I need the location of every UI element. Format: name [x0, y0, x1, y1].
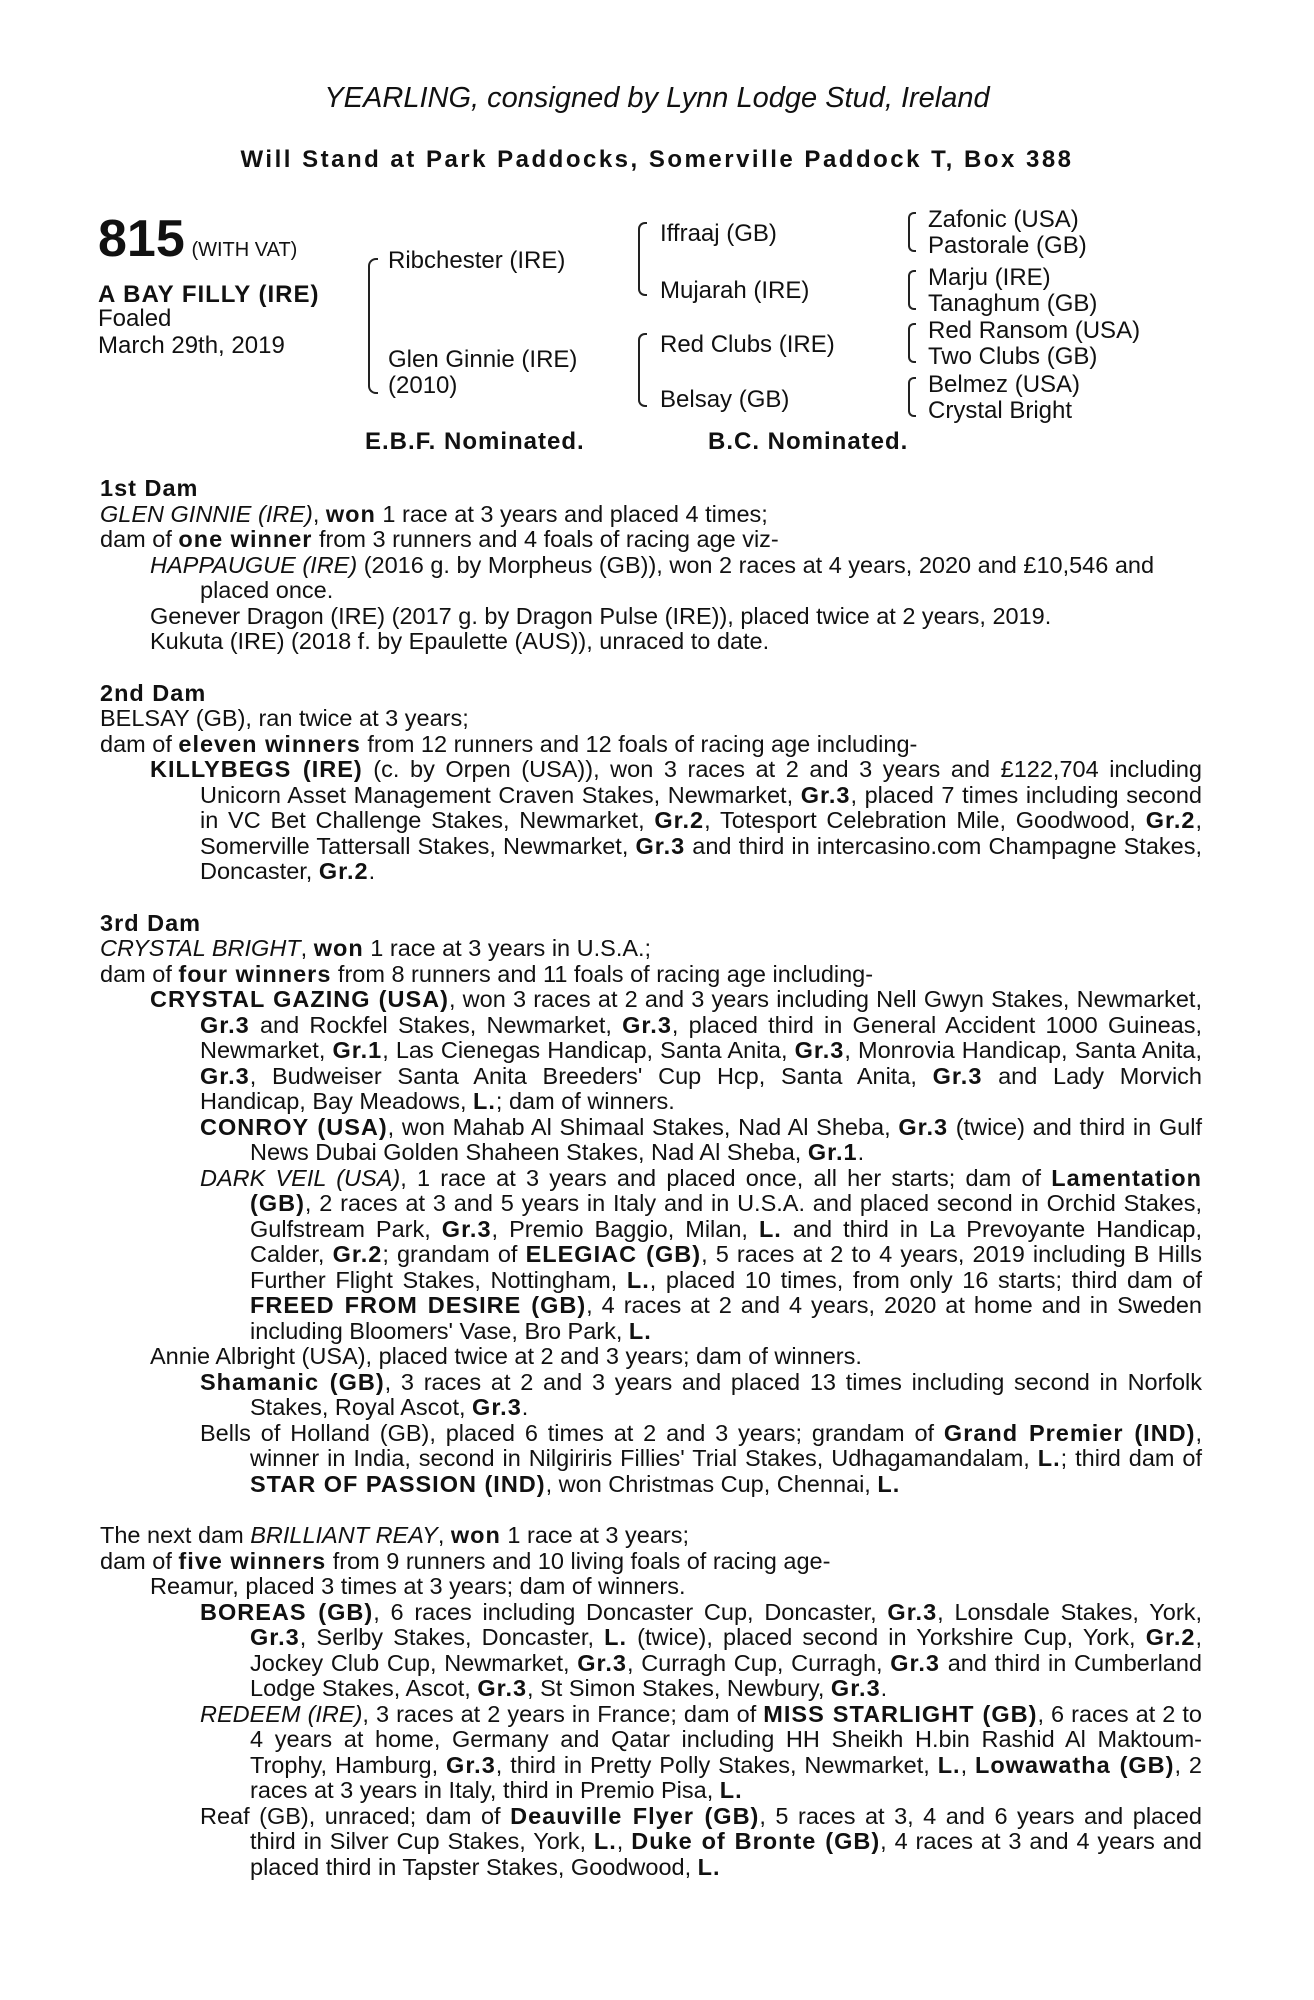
produce-kukuta: Kukuta (IRE) (2018 f. by Epaulette (AUS)), unraced to date. [150, 628, 770, 654]
gg-4: Tanaghum (GB) [928, 290, 1098, 317]
produce-annie-albright: Annie Albright (USA), placed twice at 2 and 3 years; dam of winners. [150, 1343, 862, 1369]
lot-number: 815 [98, 210, 185, 268]
produce-genever-dragon: Genever Dragon (IRE) (2017 g. by Dragon Pulse (IRE)), placed twice at 2 years, 2019. [150, 602, 1052, 629]
vat-note: (WITH VAT) [191, 239, 298, 261]
produce-conroy: CONROY (USA), won Mahab Al Shimaal Stakes, Nad Al Sheba, Gr.3 (twice) and third in Gulf News Dubai Golden Shaheen Stakes, Nad Al Sheba, Gr.1. [200, 1113, 1202, 1165]
sire: Ribchester (IRE) [388, 247, 566, 274]
gg-brace-2 [908, 270, 916, 310]
third-dam-line: CRYSTAL BRIGHT, won 1 race at 3 years in U.S.A.; [100, 935, 652, 961]
dam-sire: Red Clubs (IRE) [660, 331, 835, 358]
first-dam-line: GLEN GINNIE (IRE), won 1 race at 3 years and placed 4 times; [100, 500, 768, 527]
gg-1: Zafonic (USA) [928, 206, 1079, 233]
produce-killybegs: KILLYBEGS (IRE) (c. by Orpen (USA)), won 3 races at 2 and 3 years and £122,704 including Unicorn Asset Management Craven Stakes, Newmarket, Gr.3, placed 7 times including second in VC Bet Challenge Stakes, Newmarket, Gr.2, Totesport Celebration Mile, Goodwood, Gr.2, Somerville Tattersall Stakes, Newmarket, Gr.3 and third in intercasino.com Champagne Stakes, Doncaster, Gr.2. [150, 756, 1202, 884]
gg-5: Red Ransom (USA) [928, 317, 1141, 344]
dam: Glen Ginnie (IRE) [388, 346, 578, 373]
foaled-label: Foaled [98, 305, 172, 332]
consignor-title: YEARLING, consigned by Lynn Lodge Stud, Ireland [324, 82, 990, 114]
produce-reamur: Reamur, placed 3 times at 3 years; dam of winners. [150, 1573, 686, 1599]
next-dam-line: The next dam BRILLIANT REAY, won 1 race at 3 years; [100, 1522, 689, 1548]
sire-brace [638, 222, 647, 296]
gg-6: Two Clubs (GB) [928, 343, 1098, 370]
sire-dam: Mujarah (IRE) [660, 277, 810, 304]
dam-year: (2010) [388, 372, 458, 399]
first-dam-heading: 1st Dam [100, 475, 199, 501]
produce-dark-veil: DARK VEIL (USA), 1 race at 3 years and placed once, all her starts; dam of Lamentation (GB), 2 races at 3 and 5 years in Italy and in U.S.A. and placed second in Orchid Stakes, Gulfstream Park, Gr.3, Premio Baggio, Milan, L. and third in La Prevoyante Handicap, Calder, Gr.2; grandam of ELEGIAC (GB), 5 races at 2 to 4 years, 2019 including B Hills Further Flight Stakes, Nottingham, L., placed 10 times, from only 16 starts; third dam of FREED FROM DESIRE (GB), 4 races at 2 and 4 years, 2020 at home and in Sweden including Bloomers' Vase, Bro Park, L. [200, 1164, 1203, 1344]
produce-happaugue: HAPPAUGUE (IRE) (2016 g. by Morpheus (GB)), won 2 races at 4 years, 2020 and £10,546 and placed once. [150, 551, 1155, 603]
third-dam-heading: 3rd Dam [100, 909, 202, 936]
gg-brace-1 [908, 212, 916, 252]
second-dam-produce-summary: dam of eleven winners from 12 runners and 12 foals of racing age including- [100, 730, 918, 757]
dam-brace [638, 333, 647, 407]
gg-8: Crystal Bright [928, 397, 1073, 424]
gg-2: Pastorale (GB) [928, 232, 1087, 259]
produce-boreas: BOREAS (GB), 6 races including Doncaster Cup, Doncaster, Gr.3, Lonsdale Stakes, York, Gr.3, Serlby Stakes, Doncaster, L. (twice), placed second in Yorkshire Cup, York, Gr.2, Jockey Club Cup, Newmarket, Gr.3, Curragh Cup, Curragh, Gr.3 and third in Cumberland Lodge Stakes, Ascot, Gr.3, St Simon Stakes, Newbury, Gr.3. [200, 1598, 1202, 1701]
produce-reaf: Reaf (GB), unraced; dam of Deauville Flyer (GB), 5 races at 3, 4 and 6 years and placed third in Silver Cup Stakes, York, L., Duke of Bronte (GB), 4 races at 3 and 4 years and placed third in Tapster Stakes, Goodwood, L. [200, 1802, 1203, 1880]
gg-brace-4 [908, 377, 916, 417]
stand-location: Will Stand at Park Paddocks, Somerville Paddock T, Box 388 [240, 146, 1074, 173]
pedigree-notes [100, 476, 1202, 1880]
lot-number-line [98, 210, 298, 268]
sire-sire: Iffraaj (GB) [660, 220, 777, 247]
dam-dam: Belsay (GB) [660, 386, 790, 413]
lot-name: A BAY FILLY (IRE) [98, 281, 320, 308]
first-dam-produce-summary: dam of one winner from 3 runners and 4 foals of racing age viz- [100, 526, 779, 552]
gg-3: Marju (IRE) [928, 264, 1051, 291]
gg-brace-3 [908, 323, 916, 363]
produce-bells-of-holland: Bells of Holland (GB), placed 6 times at 2 and 3 years; grandam of Grand Premier (IND), winner in India, second in Nilgiriris Fillies' Trial Stakes, Udhagamandalam, L.; third dam of STAR OF PASSION (IND), won Christmas Cup, Chennai, L. [200, 1419, 1202, 1497]
foaled-date: March 29th, 2019 [98, 332, 285, 359]
produce-shamanic: Shamanic (GB), 3 races at 2 and 3 years and placed 13 times including second in Norfolk Stakes, Royal Ascot, Gr.3. [200, 1368, 1203, 1420]
produce-crystal-gazing: CRYSTAL GAZING (USA), won 3 races at 2 and 3 years including Nell Gwyn Stakes, Newmarket, Gr.3 and Rockfel Stakes, Newmarket, Gr.3, placed third in General Accident 1000 Guineas, Newmarket, Gr.1, Las Cienegas Handicap, Santa Anita, Gr.3, Monrovia Handicap, Santa Anita, Gr.3, Budweiser Santa Anita Breeders' Cup Hcp, Santa Anita, Gr.3 and Lady Morvich Handicap, Bay Meadows, L.; dam of winners. [150, 986, 1203, 1114]
ebf-nominated: E.B.F. Nominated. [365, 428, 585, 455]
next-dam-produce-summary: dam of five winners from 9 runners and 10 living foals of racing age- [100, 1547, 831, 1574]
third-dam-produce-summary: dam of four winners from 8 runners and 11 foals of racing age including- [100, 960, 874, 987]
bc-nominated: B.C. Nominated. [708, 428, 909, 455]
produce-redeem: REDEEM (IRE), 3 races at 2 years in France; dam of MISS STARLIGHT (GB), 6 races at 2 to 4 years at home, Germany and Qatar including HH Sheikh H.bin Rashid Al Maktoum-Trophy, Hamburg, Gr.3, third in Pretty Polly Stakes, Newmarket, L., Lowawatha (GB), 2 races at 3 years in Italy, third in Premio Pisa, L. [200, 1700, 1202, 1803]
second-dam-heading: 2nd Dam [100, 679, 207, 706]
pedigree-brace [368, 258, 378, 394]
gg-7: Belmez (USA) [928, 371, 1081, 398]
second-dam-line: BELSAY (GB), ran twice at 3 years; [100, 705, 469, 731]
